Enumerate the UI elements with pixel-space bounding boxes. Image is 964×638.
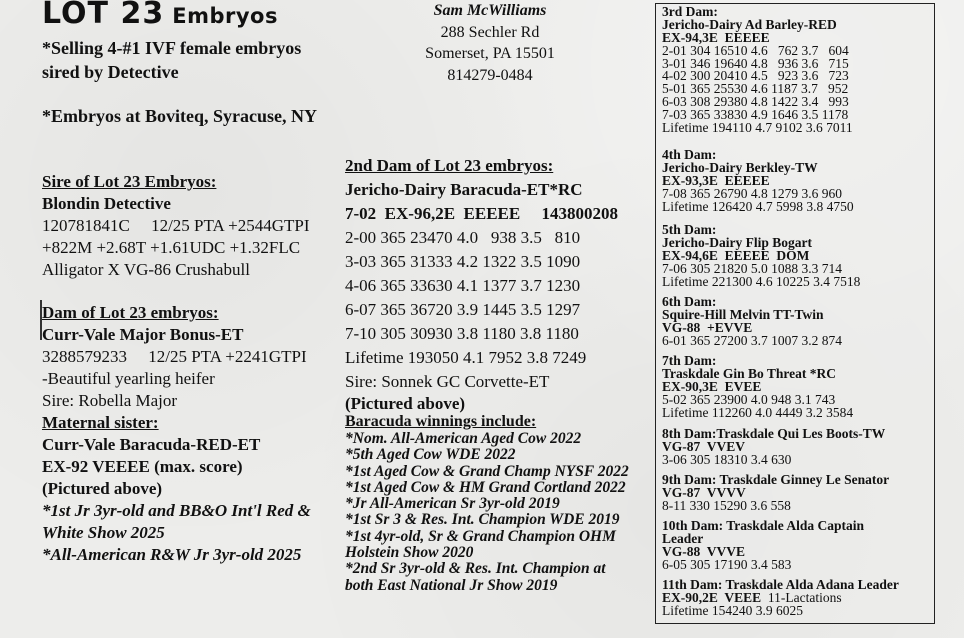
maternal-sister-note: *All-American R&W Jr 3yr-old 2025 [42, 545, 302, 564]
pedigree-name: Squire-Hill Melvin TT-Twin [662, 306, 824, 322]
pedigree-5th-dam [662, 224, 860, 288]
embryo-location: *Embryos at Boviteq, Syracuse, NY [42, 106, 317, 126]
record-line: 6-07 365 36720 3.9 1445 3.5 1297 [345, 300, 581, 319]
pedigree-classification: VG-87 VVEV [662, 438, 746, 454]
pedigree-heading: 8th Dam:Traskdale Qui Les Boots-TW [662, 426, 886, 441]
dam-line-2: -Beautiful yearling heifer [42, 369, 215, 388]
pedigree-name: Jericho-Dairy Berkley-TW [662, 159, 818, 175]
contact-city: Somerset, PA 15501 [425, 45, 555, 62]
sire-line-3: Alligator X VG-86 Crushabull [42, 260, 250, 279]
record-line: 4-02 300 20410 4.5 923 3.6 723 [662, 68, 849, 84]
pedigree-heading: 10th Dam: Traskdale Alda Captain [662, 518, 865, 533]
lifetime-record: Lifetime 193050 4.1 7952 3.8 7249 [345, 348, 587, 367]
second-dam-section [345, 154, 629, 594]
maternal-sister-note: *1st Jr 3yr-old and BB&O Int'l Red & [42, 501, 311, 520]
dam-line-3: Sire: Robella Major [42, 391, 178, 410]
winning-item: *1st 4yr-old, Sr & Grand Champion OHM [345, 527, 616, 545]
winning-item: *1st Sr 3 & Res. Int. Champion WDE 2019 [345, 511, 620, 529]
winning-item: *2nd Sr 3yr-old & Res. Int. Champion at [345, 560, 606, 578]
sire-line-2: +822M +2.68T +1.61UDC +1.32FLC [42, 238, 301, 257]
selling-line-1: *Selling 4-#1 IVF female embryos [42, 38, 302, 58]
selling-note [42, 36, 301, 84]
pedigree-name: Jericho-Dairy Ad Barley-RED [662, 16, 837, 32]
winning-item: *5th Aged Cow WDE 2022 [345, 446, 516, 464]
lot-title [42, 0, 278, 31]
sire-name: Blondin Detective [42, 194, 171, 213]
winning-item: *1st Aged Cow & HM Grand Cortland 2022 [345, 478, 626, 496]
pedigree-name: Jericho-Dairy Flip Bogart [662, 234, 812, 250]
record-line: 7-06 305 21820 5.0 1088 3.3 714 [662, 260, 842, 276]
winning-item: *1st Aged Cow & Grand Champ NYSF 2022 [345, 462, 629, 480]
pedigree-heading: 6th Dam: [662, 294, 717, 309]
dam-bracket-line [40, 300, 42, 340]
record-line: 3-03 365 31333 4.2 1322 3.5 1090 [345, 252, 581, 271]
record-line: 5-02 365 23900 4.0 948 3.1 743 [662, 391, 836, 407]
second-dam-name: Jericho-Dairy Baracuda-ET*RC [345, 180, 583, 199]
maternal-sister-score: EX-92 VEEEE (max. score) [42, 457, 243, 476]
winnings-heading: Baracuda winnings include: [345, 413, 537, 430]
selling-line-2: sired by Detective [42, 62, 179, 82]
pedigree-heading: 4th Dam: [662, 147, 717, 162]
winning-item: *Jr All-American Sr 3yr-old 2019 [345, 495, 560, 513]
pedigree-11th-dam [662, 579, 899, 618]
pedigree-4th-dam [662, 149, 854, 213]
record-line: 7-08 365 26790 4.8 1279 3.6 960 [662, 185, 842, 201]
pedigree-box [655, 3, 935, 624]
contact-phone: 814279-0484 [447, 66, 533, 84]
second-dam-heading: 2nd Dam of Lot 23 embryos: [345, 156, 554, 175]
pedigree-classification: VG-88 +EVVE [662, 319, 753, 335]
maternal-sister-heading: Maternal sister: [42, 413, 159, 432]
record-line: 8-11 330 15290 3.6 558 [662, 497, 791, 513]
maternal-sister-name: Curr-Vale Baracuda-RED-ET [42, 435, 261, 454]
record-line: 6-03 308 29380 4.8 1422 3.4 993 [662, 94, 849, 110]
pedigree-9th-dam [662, 474, 889, 513]
pedigree-classification: VG-87 VVVV [662, 484, 746, 500]
winning-item: Holstein Show 2020 [345, 544, 474, 562]
record-line: 3-06 305 18310 3.4 630 [662, 451, 792, 467]
record-line: 6-01 365 27200 3.7 1007 3.2 874 [662, 332, 842, 348]
record-line: 4-06 365 33630 4.1 1377 3.7 1230 [345, 276, 581, 295]
contact-name: Sam McWilliams [433, 2, 547, 19]
second-dam-classification: 7-02 EX-96,2E EEEEE 143800208 [345, 204, 618, 223]
second-dam-pictured: (Pictured above) [345, 394, 466, 413]
lifetime-record: Lifetime 126420 4.7 5998 3.8 4750 [662, 198, 854, 214]
pedigree-heading: 3rd Dam: [662, 4, 718, 19]
lifetime-record: Lifetime 112260 4.0 4449 3.2 3584 [662, 404, 854, 420]
pedigree-classification: EX-93,3E EEEEE [662, 172, 770, 188]
dam-name: Curr-Vale Major Bonus-ET [42, 325, 244, 344]
dam-line-1: 3288579233 12/25 PTA +2241GTPI [42, 347, 307, 366]
pedigree-classification: EX-94,6E EEEEE DOM [662, 247, 810, 263]
pedigree-10th-dam [662, 520, 864, 572]
lifetime-record: Lifetime 154240 3.9 6025 [662, 602, 803, 618]
record-line: 7-03 365 33830 4.9 1646 3.5 1178 [662, 107, 849, 123]
pedigree-heading: 5th Dam: [662, 222, 717, 237]
pedigree-heading: 9th Dam: Traskdale Ginney Le Senator [662, 472, 890, 487]
pedigree-heading: 11th Dam: Traskdale Alda Adana Leader [662, 577, 899, 592]
maternal-sister-note: White Show 2025 [42, 523, 165, 542]
pedigree-name: Traskdale Gin Bo Threat *RC [662, 365, 837, 381]
pedigree-6th-dam [662, 296, 842, 348]
maternal-sister-pictured: (Pictured above) [42, 479, 163, 498]
winning-item: both East National Jr Show 2019 [345, 576, 558, 594]
record-line: 3-01 346 19640 4.8 936 3.6 715 [662, 55, 849, 71]
record-line: 2-00 365 23470 4.0 938 3.5 810 [345, 228, 581, 247]
pedigree-name: Leader [662, 530, 704, 546]
maternal-sister-section [42, 412, 311, 566]
sire-heading: Sire of Lot 23 Embryos: [42, 172, 217, 191]
pedigree-classification: EX-90,2E VEEE [662, 589, 762, 605]
contact-street: 288 Sechler Rd [440, 23, 540, 41]
second-dam-sire: Sire: Sonnek GC Corvette-ET [345, 372, 550, 391]
sire-line-1: 120781841C 12/25 PTA +2544GTPI [42, 216, 310, 235]
pedigree-classification: EX-90,3E EVEE [662, 378, 762, 394]
contact-block [405, 0, 575, 86]
sire-section [42, 171, 310, 281]
record-line: 6-05 305 17190 3.4 583 [662, 556, 792, 572]
pedigree-heading: 7th Dam: [662, 353, 717, 368]
lactation-count: 11-Lactations [767, 589, 842, 605]
record-line: 7-10 305 30930 3.8 1180 3.8 1180 [345, 324, 579, 343]
dam-section [42, 302, 307, 412]
pedigree-3rd-dam [662, 6, 853, 135]
record-line: 5-01 365 25530 4.6 1187 3.7 952 [662, 81, 849, 97]
lot-number: LOT 23 [42, 0, 165, 31]
dam-heading: Dam of Lot 23 embryos: [42, 303, 219, 322]
lifetime-record: Lifetime 194110 4.7 9102 3.6 7011 [662, 120, 853, 136]
pedigree-8th-dam [662, 428, 885, 467]
pedigree-classification: VG-88 VVVE [662, 543, 746, 559]
pedigree-classification: EX-94,3E EEEEE [662, 29, 770, 45]
embryos-label: Embryos [172, 4, 278, 28]
lifetime-record: Lifetime 221300 4.6 10225 3.4 7518 [662, 273, 861, 289]
winning-item: *Nom. All-American Aged Cow 2022 [345, 430, 582, 447]
record-line: 2-01 304 16510 4.6 762 3.7 604 [662, 42, 849, 58]
pedigree-7th-dam [662, 355, 853, 419]
